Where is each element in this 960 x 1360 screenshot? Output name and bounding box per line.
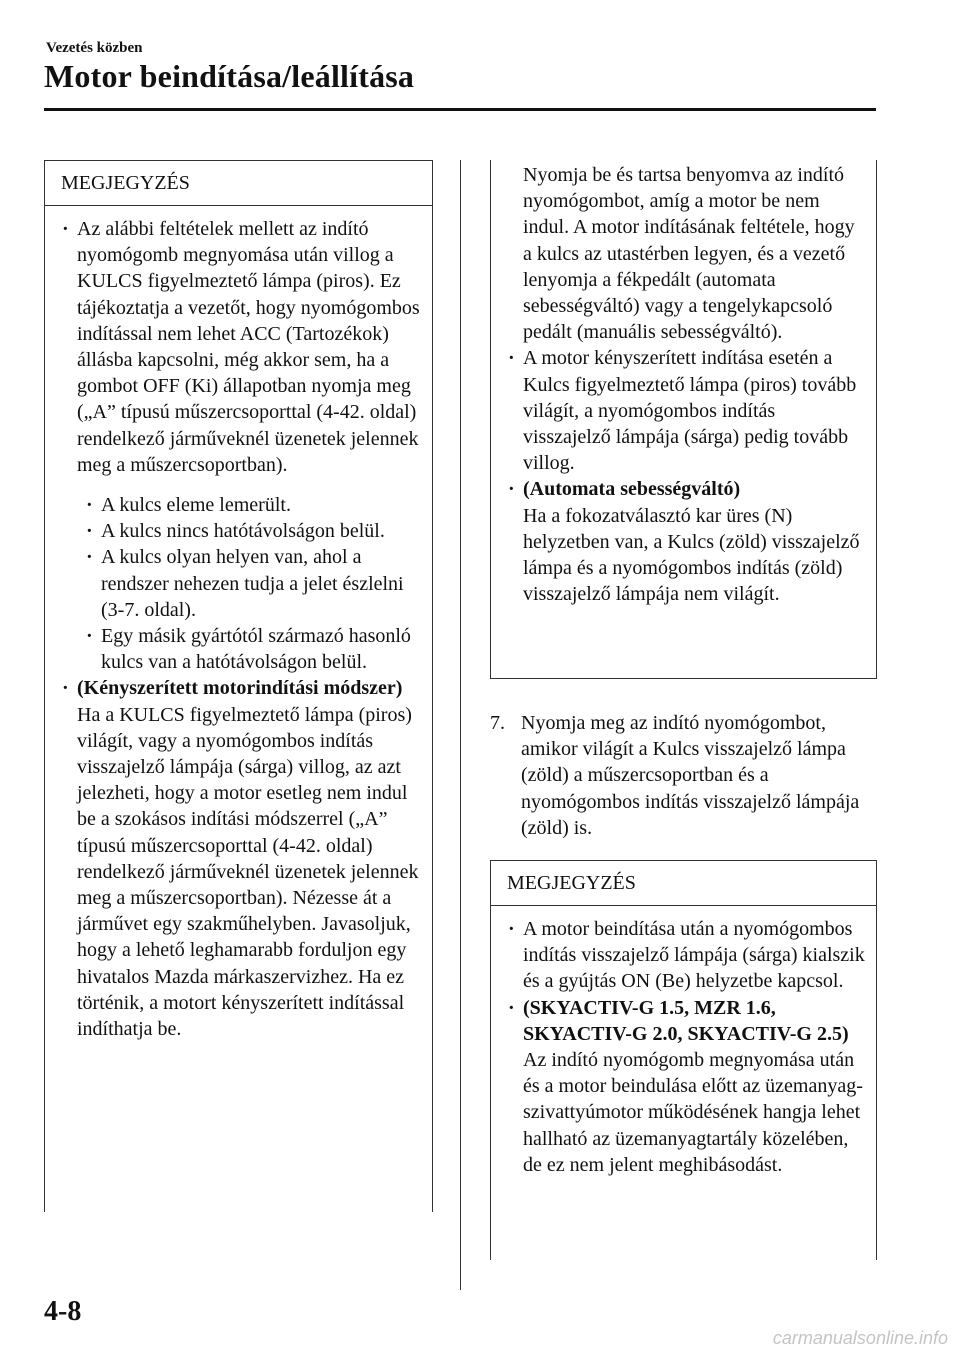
bullet-title: · (Kényszerített motorindítási módszer)	[77, 677, 403, 700]
sub-bullet: · A kulcs eleme lemerült.	[83, 492, 422, 518]
note-bullet: · A motor beindítása után a nyomógombos indítás visszajelző lámpája (sárga) kialszik és a gyújtás ON (Be) helyzetbe kapcsol.	[505, 916, 866, 995]
note-heading: MEGJEGYZÉS	[45, 160, 432, 206]
page-number: 4-8	[44, 1296, 82, 1327]
step-7	[490, 710, 875, 841]
note-box-right-bottom	[490, 860, 877, 1260]
bullet-text: Ha a KULCS figyelmeztető lámpa (piros) világít, vagy a nyomógombos indítás visszajelző lámpája (sárga) villog, az azt jelezheti, hogy a motor esetleg nem indul be a szokásos indítási módszerrel („A” típusú műszercsoporttal (4-42. oldal) rendelkező járműveknél üzenetek jelennek meg a műszercsoportban). Nézesse át a járművet egy szakműhelyben. Javasoljuk, hogy a lehető leghamarabb forduljon egy hivatalos Mazda márkaszervizhez. Ha ez történik, a motort kényszerített indítással indíthatja be.	[77, 703, 419, 1041]
step-number: 7.	[490, 712, 505, 734]
note-box-right-top	[490, 160, 877, 679]
note-body	[45, 206, 432, 1042]
note-body	[491, 906, 876, 1178]
bullet-text: Az indító nyomógomb megnyomása után és a motor beindulása előtt az üzemanyag-szivattyúmotor működésének hangja lehet hallható az üzemanyagtartály közelében, de ez nem jelent meghibásodást.	[523, 1049, 863, 1176]
note-bullet: · Az alábbi feltételek mellett az indító nyomógomb megnyomása után villog a KULCS figyelmeztető lámpa (piros). Ez tájékoztatja a vezetőt, hogy nyomógombos indítással nem lehet ACC (Tartozékok) állásba kapcsolni, még akkor sem, ha a gombot OFF (Ki) állapotban nyomja meg („A” típusú műszercsoporttal (4-42. oldal) rendelkező járműveknél üzenetek jelennek meg a műszercsoportban).	[59, 216, 422, 478]
sub-bullet: · A kulcs olyan helyen van, ahol a rendszer nehezen tudja a jelet észlelni (3-7. oldal).	[83, 544, 422, 623]
note-body	[491, 160, 876, 607]
note-bullet	[59, 675, 422, 1042]
note-continuation: Nyomja be és tartsa benyomva az indító nyomógombot, amíg a motor be nem indul. A motor indításának feltétele, hogy a kulcs az utastérben legyen, és a vezető lenyomja a fékpedált (automata sebességváltó) vagy a tengelykapcsoló pedált (manuális sebességváltó).	[523, 164, 855, 344]
note-heading: MEGJEGYZÉS	[491, 860, 876, 906]
title-rule	[44, 108, 876, 111]
page-title: Motor beindítása/leállítása	[44, 58, 415, 94]
note-box-left	[44, 160, 433, 1212]
note-bullet: · A motor kényszerített indítása esetén a Kulcs figyelmeztető lámpa (piros) tovább világít, a nyomógombos indítás visszajelző lámpája (sárga) pedig tovább villog.	[505, 345, 866, 476]
section-label: Vezetés közben	[46, 40, 143, 56]
bullet-title: · (SKYACTIV-G 1.5, MZR 1.6, SKYACTIV-G 2.0, SKYACTIV-G 2.5)	[523, 996, 849, 1045]
column-divider	[460, 160, 461, 1290]
sub-bullet: · Egy másik gyártótól származó hasonló kulcs van a hatótávolságon belül.	[83, 623, 422, 675]
note-bullet	[505, 476, 866, 607]
watermark: carmanualsonline.info	[772, 1328, 948, 1348]
bullet-text: Ha a fokozatválasztó kar üres (N) helyzetben van, a Kulcs (zöld) visszajelző lámpa és a nyomógombos indítás (zöld) visszajelző lámpája nem világít.	[523, 504, 860, 606]
sub-bullet: · A kulcs nincs hatótávolságon belül.	[83, 518, 422, 544]
note-bullet	[505, 995, 866, 1178]
bullet-title: · (Automata sebességváltó)	[523, 478, 741, 501]
step-text: Nyomja meg az indító nyomógombot, amikor világít a Kulcs visszajelző lámpa (zöld) a műszercsoportban és a nyomógombos indítás visszajelző lámpája (zöld) is.	[521, 712, 860, 839]
